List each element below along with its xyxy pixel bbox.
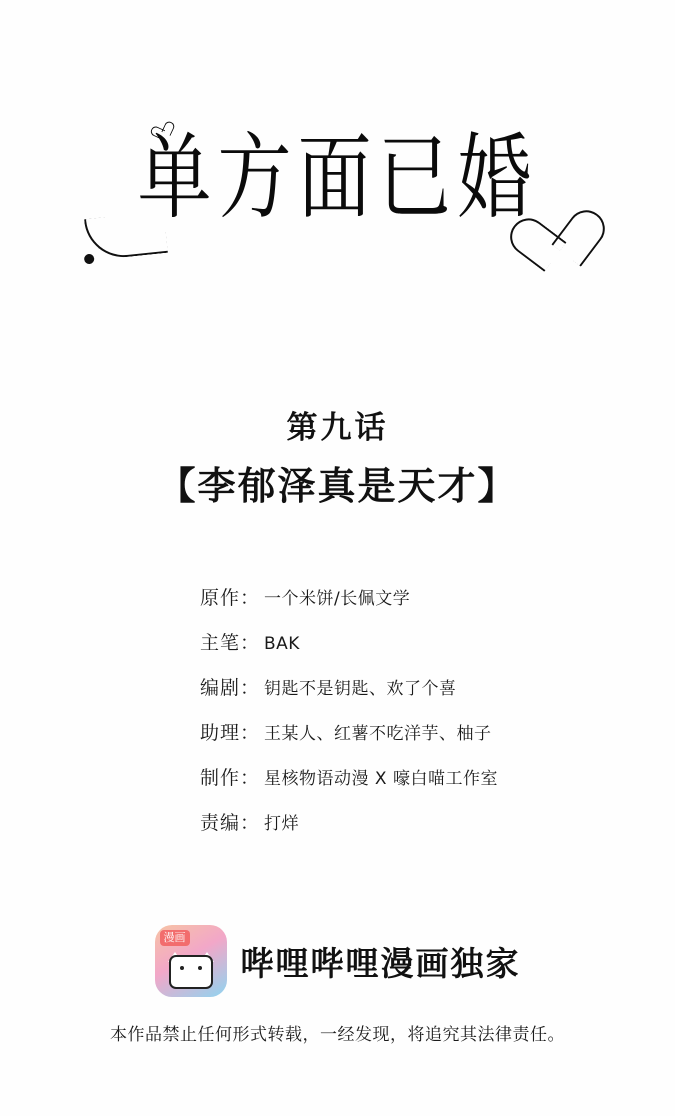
- series-logo: [0, 118, 675, 288]
- credit-row: [200, 808, 620, 835]
- credit-row: [200, 628, 620, 655]
- mascot-face-icon: [169, 955, 213, 989]
- credit-row: [200, 718, 620, 745]
- chapter-number: 第九话: [286, 410, 389, 446]
- publisher-name: 哔哩哔哩漫画独家: [240, 943, 521, 983]
- series-title: 单方面已婚: [137, 124, 538, 232]
- credit-row: [200, 583, 620, 610]
- publisher-lockup: [0, 925, 675, 997]
- copyright-notice: 本作品禁止任何形式转载，一经发现，将追究其法律责任。: [110, 1025, 565, 1045]
- credit-row: [200, 673, 620, 700]
- app-icon-tag-label: 漫画: [160, 930, 190, 946]
- series-logo-artwork: [78, 123, 598, 283]
- credit-label: 编剧：: [200, 677, 261, 699]
- credit-value: 打烊: [264, 814, 300, 834]
- credit-value: 星核物语动漫 X 嚎白喵工作室: [264, 769, 498, 789]
- credit-label: 责编：: [200, 812, 261, 834]
- credit-value: 钥匙不是钥匙、欢了个喜: [264, 679, 457, 699]
- credit-label: 助理：: [200, 722, 261, 744]
- credits-list: [200, 583, 620, 853]
- heart-icon-large: [526, 213, 600, 282]
- bilibili-comics-app-icon: [155, 925, 227, 997]
- credit-value: 一个米饼/长佩文学: [264, 589, 411, 609]
- credit-row: [200, 763, 620, 790]
- credit-value: BAK: [264, 634, 300, 654]
- chapter-title: 【李郁泽真是天才】: [157, 463, 518, 509]
- chapter-heading: [0, 410, 675, 509]
- credit-label: 制作：: [200, 767, 261, 789]
- credit-label: 主笔：: [200, 632, 261, 654]
- credit-label: 原作：: [200, 587, 261, 609]
- credit-value: 王某人、红薯不吃洋芋、柚子: [264, 724, 492, 744]
